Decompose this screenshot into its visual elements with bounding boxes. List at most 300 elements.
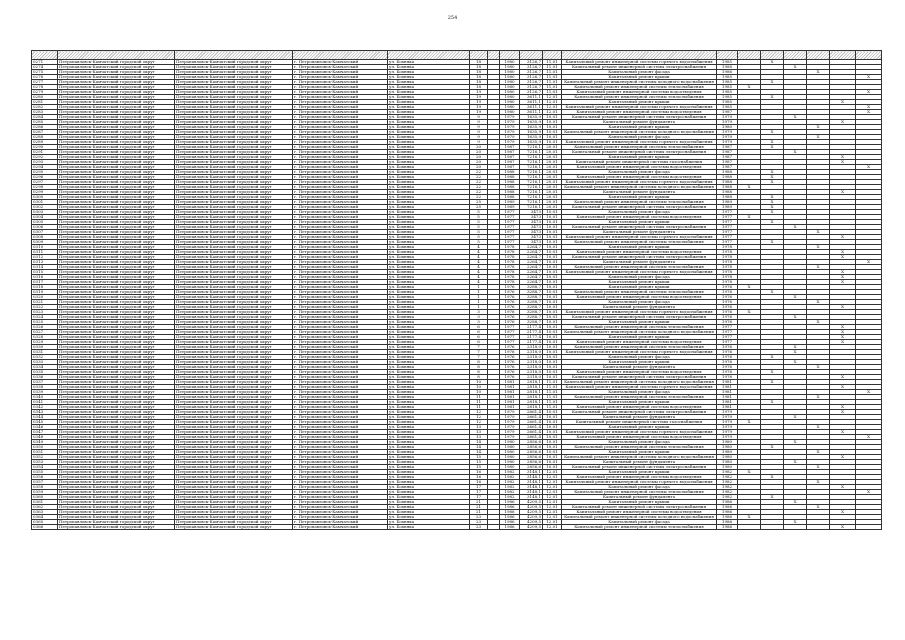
cell-year-last-repair: 1986 (717, 70, 738, 75)
cell-record-id: 0320 (32, 295, 58, 300)
cell-year-last-repair: 1980 (717, 465, 738, 470)
cell-municipal-settlement: Петропавловск-Камчатский городской округ (175, 220, 293, 225)
cell-area: 2661,4 (520, 435, 543, 440)
cell-municipal-settlement: Петропавловск-Камчатский городской округ (175, 355, 293, 360)
cell-city: г. Петропавловск-Камчатский (293, 450, 388, 455)
cell-municipal-settlement: Петропавловск-Камчатский городской округ (175, 95, 293, 100)
column-header-floors (543, 51, 562, 60)
cell-work-type: Капитальный ремонт крыши (562, 285, 717, 290)
cell-street: ул. Бохняка (388, 120, 470, 125)
column-header-area (520, 51, 543, 60)
cell-work-type: Капитальный ремонт инженерной системы горячего водоснабжения (562, 180, 717, 185)
cell-year-last-repair: 1987 (717, 150, 738, 155)
cell-floors: 10,01 (543, 215, 562, 220)
cell-record-id: 0293 (32, 160, 58, 165)
cell-year-last-repair: 1977 (717, 230, 738, 235)
cell-city: г. Петропавловск-Камчатский (293, 235, 388, 240)
cell-floors: 10,01 (543, 305, 562, 310)
cell-mark-col-2: X (761, 220, 784, 225)
cell-municipal-district: Петропавловск-Камчатский городской округ (58, 425, 175, 430)
cell-year-last-repair: 1979 (717, 115, 738, 120)
column-header-mark-col-1 (738, 51, 761, 60)
cell-floors: 11,01 (543, 85, 562, 90)
cell-year-last-repair: 1976 (717, 285, 738, 290)
cell-record-id: 0332 (32, 355, 58, 360)
cell-record-id: 0289 (32, 140, 58, 145)
cell-street: ул. Бохняка (388, 460, 470, 465)
cell-area: 3126,7 (520, 85, 543, 90)
cell-street: ул. Бохняка (388, 205, 470, 210)
cell-mark-col-3: X (784, 360, 807, 365)
cell-street: ул. Бохняка (388, 395, 470, 400)
cell-mark-col-4: X (807, 365, 830, 370)
cell-work-type: Капитальный ремонт крыши (562, 470, 717, 475)
cell-mark-col-1: X (738, 515, 761, 520)
cell-year-last-repair: 1976 (717, 360, 738, 365)
cell-municipal-district: Петропавловск-Камчатский городской округ (58, 65, 175, 70)
cell-record-id: 0349 (32, 440, 58, 445)
cell-house-number: 6 (470, 340, 488, 345)
cell-municipal-district: Петропавловск-Камчатский городской округ (58, 270, 175, 275)
cell-year-built: 1982 (500, 485, 520, 490)
cell-street: ул. Бохняка (388, 255, 470, 260)
cell-year-last-repair: 1978 (717, 250, 738, 255)
cell-floors: 10,01 (543, 135, 562, 140)
cell-municipal-settlement: Петропавловск-Камчатский городской округ (175, 235, 293, 240)
cell-mark-col-4: X (807, 135, 830, 140)
cell-municipal-district: Петропавловск-Камчатский городской округ (58, 450, 175, 455)
cell-house-number: 10 (470, 385, 488, 390)
cell-year-last-repair: 1982 (717, 485, 738, 490)
cell-house-number: 16 (470, 475, 488, 480)
cell-municipal-district: Петропавловск-Камчатский городской округ (58, 170, 175, 175)
cell-municipal-district: Петропавловск-Камчатский городской округ (58, 95, 175, 100)
column-header-mark-col-6 (856, 51, 882, 60)
cell-street: ул. Бохняка (388, 400, 470, 405)
cell-work-type: Капитальный ремонт инженерной системы водоотведения (562, 175, 717, 180)
cell-house-number: 8 (470, 375, 488, 380)
cell-municipal-settlement: Петропавловск-Камчатский городской округ (175, 195, 293, 200)
cell-municipal-district: Петропавловск-Камчатский городской округ (58, 185, 175, 190)
cell-year-built: 1978 (500, 270, 520, 275)
cell-work-type: Капитальный ремонт инженерной системы горячего водоснабжения (562, 270, 717, 275)
cell-year-built: 1980 (500, 110, 520, 115)
cell-year-last-repair: 1976 (717, 345, 738, 350)
cell-floors: 10,01 (543, 130, 562, 135)
cell-municipal-district: Петропавловск-Камчатский городской округ (58, 200, 175, 205)
cell-municipal-district: Петропавловск-Камчатский городской округ (58, 480, 175, 485)
cell-year-built: 1976 (500, 345, 520, 350)
cell-area: 2264,7 (520, 255, 543, 260)
cell-street: ул. Бохняка (388, 455, 470, 460)
cell-house-number: 4 (470, 250, 488, 255)
cell-year-built: 1978 (500, 245, 520, 250)
cell-municipal-settlement: Петропавловск-Камчатский городской округ (175, 80, 293, 85)
cell-floors: 20,01 (543, 165, 562, 170)
cell-work-type: Капитальный ремонт крыши (562, 155, 717, 160)
cell-floors: 11,01 (543, 395, 562, 400)
cell-street: ул. Бохняка (388, 65, 470, 70)
cell-municipal-district: Петропавловск-Камчатский городской округ (58, 125, 175, 130)
cell-work-type: Капитальный ремонт инженерной системы теплоснабжения (562, 145, 717, 150)
cell-year-built: 1982 (500, 495, 520, 500)
cell-municipal-settlement: Петропавловск-Камчатский городской округ (175, 160, 293, 165)
cell-work-type: Капитальный ремонт инженерной системы электроснабжения (562, 65, 717, 70)
cell-house-number: 18 (470, 70, 488, 75)
cell-floors: 10,01 (543, 375, 562, 380)
cell-street: ул. Бохняка (388, 275, 470, 280)
cell-area: 7216,1 (520, 175, 543, 180)
cell-work-type: Капитальный ремонт инженерной системы горячего водоснабжения (562, 385, 717, 390)
cell-floors: 10,01 (543, 280, 562, 285)
cell-street: ул. Бохняка (388, 185, 470, 190)
cell-municipal-district: Петропавловск-Камчатский городской округ (58, 100, 175, 105)
cell-work-type: Капитальный ремонт инженерной системы электроснабжения (562, 505, 717, 510)
cell-area: 7216,1 (520, 145, 543, 150)
cell-street: ул. Бохняка (388, 355, 470, 360)
cell-record-id: 0341 (32, 400, 58, 405)
cell-house-number: 3 (470, 315, 488, 320)
cell-record-id: 0339 (32, 390, 58, 395)
cell-mark-col-6: X (856, 435, 882, 440)
cell-mark-col-2: X (761, 290, 784, 295)
cell-record-id: 0287 (32, 130, 58, 135)
cell-city: г. Петропавловск-Камчатский (293, 185, 388, 190)
cell-floors: 10,01 (543, 140, 562, 145)
cell-floors: 11,01 (543, 65, 562, 70)
cell-city: г. Петропавловск-Камчатский (293, 130, 388, 135)
cell-street: ул. Бохняка (388, 410, 470, 415)
column-header-year-built (500, 51, 520, 60)
cell-area: 3126,7 (520, 90, 543, 95)
cell-area: 2818,1 (520, 400, 543, 405)
cell-municipal-settlement: Петропавловск-Камчатский городской округ (175, 190, 293, 195)
cell-municipal-settlement: Петропавловск-Камчатский городской округ (175, 490, 293, 495)
cell-municipal-settlement: Петропавловск-Камчатский городской округ (175, 120, 293, 125)
cell-year-last-repair: 1977 (717, 210, 738, 215)
cell-work-type: Капитальный ремонт инженерной системы водоотведения (562, 405, 717, 410)
cell-record-id: 0334 (32, 365, 58, 370)
cell-area: 2264,7 (520, 250, 543, 255)
cell-municipal-settlement: Петропавловск-Камчатский городской округ (175, 470, 293, 475)
cell-year-last-repair: 1982 (717, 475, 738, 480)
cell-mark-col-2: X (761, 475, 784, 480)
cell-floors: 20,01 (543, 145, 562, 150)
cell-house-number: 23 (470, 515, 488, 520)
cell-house-number: 20 (470, 155, 488, 160)
cell-year-last-repair: 1979 (717, 130, 738, 135)
cell-floors: 10,01 (543, 430, 562, 435)
cell-record-id: 0295 (32, 170, 58, 175)
cell-city: г. Петропавловск-Камчатский (293, 125, 388, 130)
cell-area: 2818,1 (520, 390, 543, 395)
cell-year-built: 1988 (500, 175, 520, 180)
cell-street: ул. Бохняка (388, 170, 470, 175)
cell-record-id: 0363 (32, 510, 58, 515)
cell-municipal-settlement: Петропавловск-Камчатский городской округ (175, 385, 293, 390)
cell-municipal-settlement: Петропавловск-Камчатский городской округ (175, 485, 293, 490)
cell-street: ул. Бохняка (388, 220, 470, 225)
cell-municipal-settlement: Петропавловск-Камчатский городской округ (175, 405, 293, 410)
cell-mark-col-5: X (830, 155, 856, 160)
cell-street: ул. Бохняка (388, 350, 470, 355)
cell-mark-col-5: X (830, 270, 856, 275)
cell-mark-col-4: X (807, 505, 830, 510)
cell-mark-col-2: X (761, 140, 784, 145)
cell-city: г. Петропавловск-Камчатский (293, 90, 388, 95)
cell-municipal-district: Петропавловск-Камчатский городской округ (58, 175, 175, 180)
cell-year-built: 1976 (500, 375, 520, 380)
cell-mark-col-4: X (807, 300, 830, 305)
cell-work-type: Капитальный ремонт крыши (562, 100, 717, 105)
cell-house-number: 13 (470, 425, 488, 430)
cell-year-built: 1988 (500, 180, 520, 185)
cell-area: 2856,6 (520, 440, 543, 445)
cell-street: ул. Бохняка (388, 465, 470, 470)
cell-work-type: Капитальный ремонт инженерной системы холодного водоснабжения (562, 455, 717, 460)
cell-floors: 12,01 (543, 470, 562, 475)
cell-year-built: 1980 (500, 65, 520, 70)
cell-year-last-repair: 1979 (717, 120, 738, 125)
cell-street: ул. Бохняка (388, 75, 470, 80)
cell-municipal-settlement: Петропавловск-Камчатский городской округ (175, 180, 293, 185)
cell-mark-col-1 (738, 525, 761, 530)
cell-year-built: 1979 (500, 425, 520, 430)
cell-house-number: 21 (470, 510, 488, 515)
cell-year-built: 1977 (500, 335, 520, 340)
cell-street: ул. Бохняка (388, 435, 470, 440)
cell-municipal-district: Петропавловск-Камчатский городской округ (58, 75, 175, 80)
cell-area: 3126,7 (520, 70, 543, 75)
cell-city: г. Петропавловск-Камчатский (293, 495, 388, 500)
cell-municipal-district: Петропавловск-Камчатский городской округ (58, 510, 175, 515)
cell-city: г. Петропавловск-Камчатский (293, 315, 388, 320)
cell-record-id: 0359 (32, 490, 58, 495)
cell-municipal-district: Петропавловск-Камчатский городской округ (58, 140, 175, 145)
cell-city: г. Петропавловск-Камчатский (293, 460, 388, 465)
cell-floors: 11,01 (543, 60, 562, 65)
cell-record-id: 0364 (32, 515, 58, 520)
cell-city: г. Петропавловск-Камчатский (293, 215, 388, 220)
cell-house-number: 4 (470, 275, 488, 280)
cell-municipal-district: Петропавловск-Камчатский городской округ (58, 105, 175, 110)
cell-area: 2661,4 (520, 415, 543, 420)
cell-street: ул. Бохняка (388, 140, 470, 145)
cell-floors: 11,01 (543, 390, 562, 395)
cell-city: г. Петропавловск-Камчатский (293, 465, 388, 470)
cell-area: 2318,0 (520, 360, 543, 365)
cell-municipal-settlement: Петропавловск-Камчатский городской округ (175, 75, 293, 80)
cell-area: 3148,1 (520, 480, 543, 485)
cell-work-type: Капитальный ремонт инженерной системы водоотведения (562, 90, 717, 95)
cell-house-number: 22 (470, 175, 488, 180)
cell-municipal-district: Петропавловск-Камчатский городской округ (58, 250, 175, 255)
cell-municipal-district: Петропавловск-Камчатский городской округ (58, 490, 175, 495)
cell-street: ул. Бохняка (388, 445, 470, 450)
cell-mark-col-1: X (738, 85, 761, 90)
cell-area: 2318,0 (520, 370, 543, 375)
cell-floors: 10,01 (543, 315, 562, 320)
cell-mark-col-5: X (830, 405, 856, 410)
cell-area: 2318,0 (520, 365, 543, 370)
cell-work-type: Капитальный ремонт инженерной системы водоотведения (562, 340, 717, 345)
column-header-year-last-repair (717, 51, 738, 60)
cell-floors: 10,01 (543, 275, 562, 280)
cell-area: 3288,7 (520, 290, 543, 295)
cell-city: г. Петропавловск-Камчатский (293, 180, 388, 185)
cell-year-built: 1979 (500, 135, 520, 140)
cell-mark-col-5: X (830, 305, 856, 310)
cell-house-number: 21 (470, 500, 488, 505)
cell-city: г. Петропавловск-Камчатский (293, 380, 388, 385)
cell-house-number: 14 (470, 445, 488, 450)
cell-municipal-district: Петропавловск-Камчатский городской округ (58, 390, 175, 395)
cell-year-last-repair: 1987 (717, 110, 738, 115)
cell-floors: 10,01 (543, 250, 562, 255)
cell-record-id: 0300 (32, 195, 58, 200)
cell-year-last-repair: 1980 (717, 450, 738, 455)
cell-area: 2318,0 (520, 350, 543, 355)
cell-year-built: 1987 (500, 150, 520, 155)
cell-record-id: 0283 (32, 110, 58, 115)
cell-area: 3611,1 (520, 105, 543, 110)
cell-city: г. Петропавловск-Камчатский (293, 220, 388, 225)
cell-year-last-repair: 1979 (717, 410, 738, 415)
cell-street: ул. Бохняка (388, 85, 470, 90)
cell-city: г. Петропавловск-Камчатский (293, 290, 388, 295)
cell-municipal-district: Петропавловск-Камчатский городской округ (58, 525, 175, 530)
cell-mark-col-2: X (761, 60, 784, 65)
cell-area: 3148,1 (520, 475, 543, 480)
cell-mark-col-5: X (830, 485, 856, 490)
cell-municipal-settlement: Петропавловск-Камчатский городской округ (175, 460, 293, 465)
cell-mark-col-6: X (856, 490, 882, 495)
cell-area: 7216,1 (520, 155, 543, 160)
cell-street: ул. Бохняка (388, 480, 470, 485)
cell-city: г. Петропавловск-Камчатский (293, 275, 388, 280)
cell-mark-col-1: X (738, 285, 761, 290)
column-header-record-id (32, 51, 58, 60)
cell-area: 3288,7 (520, 310, 543, 315)
cell-area: 3148,1 (520, 485, 543, 490)
cell-house-number: 18 (470, 75, 488, 80)
cell-municipal-district: Петропавловск-Камчатский городской округ (58, 375, 175, 380)
cell-mark-col-5: X (830, 525, 856, 530)
cell-work-type: Капитальный ремонт инженерной системы электроснабжения (562, 375, 717, 380)
cell-year-built: 1977 (500, 235, 520, 240)
cell-municipal-settlement: Петропавловск-Камчатский городской округ (175, 515, 293, 520)
cell-municipal-settlement: Петропавловск-Камчатский городской округ (175, 510, 293, 515)
cell-year-last-repair: 1978 (717, 270, 738, 275)
cell-house-number: 12 (470, 410, 488, 415)
cell-floors: 20,01 (543, 175, 562, 180)
cell-municipal-settlement: Петропавловск-Камчатский городской округ (175, 495, 293, 500)
cell-year-last-repair: 1982 (717, 480, 738, 485)
cell-municipal-settlement: Петропавловск-Камчатский городской округ (175, 130, 293, 135)
cell-municipal-settlement: Петропавловск-Камчатский городской округ (175, 65, 293, 70)
cell-street: ул. Бохняка (388, 270, 470, 275)
cell-year-built: 1987 (500, 160, 520, 165)
cell-floors: 20,01 (543, 170, 562, 175)
cell-municipal-settlement: Петропавловск-Камчатский городской округ (175, 525, 293, 530)
cell-year-last-repair: 1988 (717, 175, 738, 180)
cell-municipal-settlement: Петропавловск-Камчатский городской округ (175, 345, 293, 350)
cell-house-number: 7 (470, 350, 488, 355)
cell-area: 7216,1 (520, 170, 543, 175)
cell-municipal-district: Петропавловск-Камчатский городской округ (58, 260, 175, 265)
cell-record-id: 0306 (32, 225, 58, 230)
cell-municipal-district: Петропавловск-Камчатский городской округ (58, 505, 175, 510)
cell-mark-col-5: X (830, 340, 856, 345)
cell-street: ул. Бохняка (388, 110, 470, 115)
cell-street: ул. Бохняка (388, 60, 470, 65)
cell-floors: 10,01 (543, 350, 562, 355)
cell-house-number: 5 (470, 240, 488, 245)
cell-work-type: Капитальный ремонт инженерной системы горячего водоснабжения (562, 430, 717, 435)
cell-work-type: Капитальный ремонт инженерной системы электроснабжения (562, 255, 717, 260)
cell-year-last-repair: 1986 (717, 520, 738, 525)
cell-year-built: 1980 (500, 90, 520, 95)
cell-street: ул. Бохняка (388, 470, 470, 475)
cell-work-type: Капитальный ремонт инженерной системы горячего водоснабжения (562, 310, 717, 315)
cell-street: ул. Бохняка (388, 290, 470, 295)
cell-mark-col-2: X (761, 370, 784, 375)
cell-city: г. Петропавловск-Камчатский (293, 205, 388, 210)
cell-house-number: 9 (470, 140, 488, 145)
cell-city: г. Петропавловск-Камчатский (293, 515, 388, 520)
cell-municipal-district: Петропавловск-Камчатский городской округ (58, 70, 175, 75)
cell-city: г. Петропавловск-Камчатский (293, 280, 388, 285)
cell-city: г. Петропавловск-Камчатский (293, 260, 388, 265)
cell-city: г. Петропавловск-Камчатский (293, 265, 388, 270)
cell-record-id: 0297 (32, 180, 58, 185)
cell-floors: 20,01 (543, 205, 562, 210)
cell-year-last-repair: 1979 (717, 425, 738, 430)
cell-city: г. Петропавловск-Камчатский (293, 445, 388, 450)
cell-record-id: 0305 (32, 220, 58, 225)
cell-record-id: 0358 (32, 485, 58, 490)
cell-city: г. Петропавловск-Камчатский (293, 175, 388, 180)
cell-municipal-settlement: Петропавловск-Камчатский городской округ (175, 200, 293, 205)
cell-municipal-settlement: Петропавловск-Камчатский городской округ (175, 125, 293, 130)
cell-mark-col-3: X (784, 440, 807, 445)
cell-year-last-repair: 1976 (717, 350, 738, 355)
cell-street: ул. Бохняка (388, 430, 470, 435)
cell-floors: 10,01 (543, 355, 562, 360)
cell-year-built: 1977 (500, 230, 520, 235)
cell-year-built: 1979 (500, 415, 520, 420)
cell-street: ул. Бохняка (388, 135, 470, 140)
cell-floors: 20,01 (543, 150, 562, 155)
cell-year-last-repair: 1987 (717, 145, 738, 150)
cell-mark-col-4: X (807, 320, 830, 325)
cell-area: 2177,4 (520, 325, 543, 330)
cell-municipal-settlement: Петропавловск-Камчатский городской округ (175, 455, 293, 460)
cell-house-number: 4 (470, 260, 488, 265)
cell-record-id: 0298 (32, 185, 58, 190)
cell-city: г. Петропавловск-Камчатский (293, 485, 388, 490)
cell-work-type: Капитальный ремонт инженерной системы водоотведения (562, 165, 717, 170)
cell-street: ул. Бохняка (388, 500, 470, 505)
cell-city: г. Петропавловск-Камчатский (293, 350, 388, 355)
cell-floors: 10,01 (543, 270, 562, 275)
cell-mark-col-2: X (761, 95, 784, 100)
cell-house-number: 20 (470, 150, 488, 155)
cell-municipal-settlement: Петропавловск-Камчатский городской округ (175, 230, 293, 235)
cell-floors: 11,01 (543, 80, 562, 85)
cell-year-built: 1979 (500, 435, 520, 440)
cell-house-number: 14 (470, 440, 488, 445)
